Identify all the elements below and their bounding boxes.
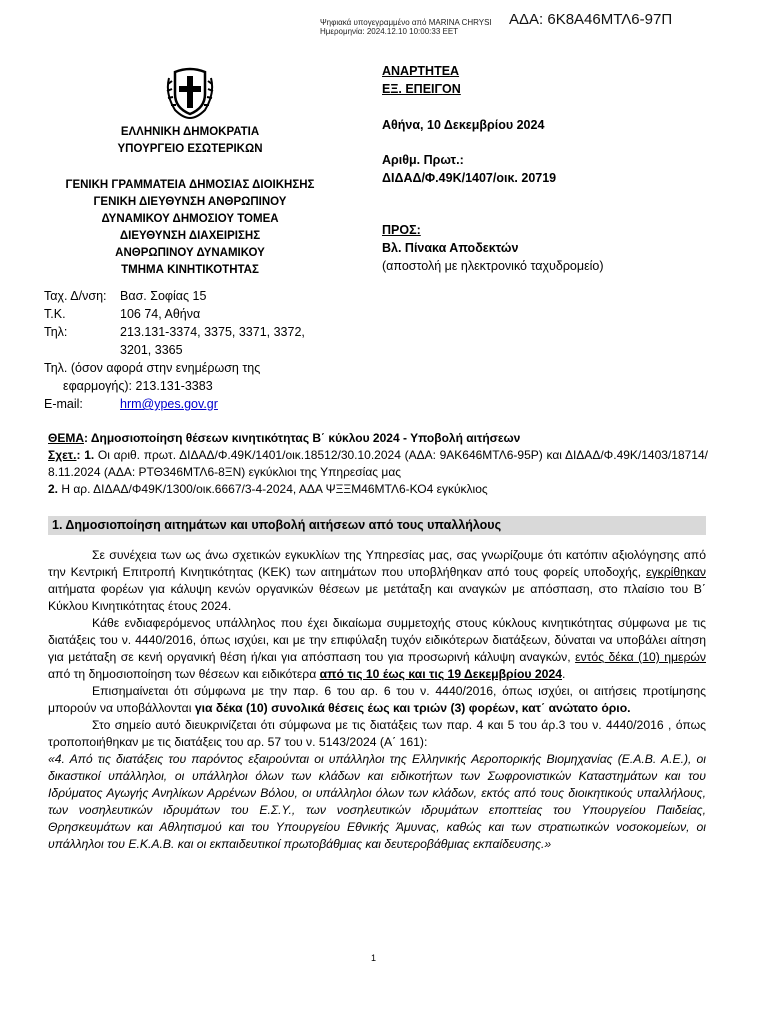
- republic-name: ΕΛΛΗΝΙΚΗ ΔΗΜΟΚΡΑΤΙΑ: [120, 126, 260, 138]
- address-value: Βασ. Σοφίας 15: [120, 289, 207, 303]
- legal-quote: «4. Από τις διατάξεις του παρόντος εξαιρούνται οι υπάλληλοι της Ελληνικής Αεροπορικής Βιομηχανίας (Ε.Α.Β. Α.Ε.), οι δικαστικοί υπάλληλοι, οι υπάλληλοι όλων των κλάδων και ειδικοτήτων των Σωφρονιστικών Καταστημάτων και του Ιδρύματος Αγωγής Ανηλίκων Αρρένων Βόλου, οι υπάλληλοι όλων των κλάδων, εκτός από τους διοικητικούς υπαλλήλους, των νοσηλευτικών ιδρυμάτων του Ε.Σ.Υ., των νοσηλευτικών ιδρυμάτων εποπτείας του Υπουργείου Παιδείας, Θρησκευμάτων και Αθλητισμού και του Υπουργείου Εθνικής Άμυνας, καθώς και των στρατιωτικών νοσοκομείων, οι υπάλληλοι του Ε.Κ.Α.Β. και οι εκπαιδευτικοί πρωτοβάθμιας και δευτεροβάθμιας εκπαίδευσης.»: [48, 752, 706, 851]
- email-label: E-mail:: [44, 397, 83, 411]
- reference-label: Σχετ.: [48, 448, 77, 462]
- reference-2-text: Η αρ. ΔΙΔΑΔ/Φ49Κ/1300/οικ.6667/3-4-2024, ΑΔΑ ΨΞΞΜ46ΜΤΛ6-ΚΟ4 εγκύκλιος: [58, 482, 488, 496]
- recipients-text: Βλ. Πίνακα Αποδεκτών: [382, 241, 519, 255]
- subject-block: [48, 430, 708, 498]
- department-line: ΔΥΝΑΜΙΚΟΥ ΔΗΜΟΣΙΟΥ ΤΟΜΕΑ: [101, 213, 279, 225]
- posting-flags: [382, 62, 461, 98]
- post-flag: ΑΝΑΡΤΗΤΕΑ: [382, 64, 460, 78]
- underlined-text: εγκρίθηκαν: [646, 565, 706, 579]
- body-text: [48, 547, 706, 853]
- subject-title: : Δημοσιοποίηση θέσεων κινητικότητας Β΄ κύκλου 2024 - Υποβολή αιτήσεων: [84, 431, 521, 445]
- text-span: Σε συνέχεια των ως άνω σχετικών εγκυκλίων της Υπηρεσίας μας, σας γνωρίζουμε ότι κατόπιν αξιολόγησης από την Κεντρική Επιτροπή Κινητικότητας (ΚΕΚ) των αιτημάτων που υποβλήθηκαν από τους φορείς υποδοχής,: [48, 548, 706, 579]
- phone-value: 213.131-3374, 3375, 3371, 3372,: [120, 325, 305, 339]
- subject-line: [48, 430, 708, 447]
- document-date: Αθήνα, 10 Δεκεμβρίου 2024: [382, 118, 545, 132]
- underlined-text: εντός δέκα (10) ημερών: [575, 650, 707, 664]
- urgent-flag: ΕΞ. ΕΠΕΙΓΟΝ: [382, 82, 461, 96]
- phone-update-value: εφαρμογής): 213.131-3383: [63, 379, 213, 393]
- protocol-block: [382, 151, 556, 187]
- department-line: ΓΕΝΙΚΗ ΔΙΕΥΘΥΝΣΗ ΑΝΘΡΩΠΙΝΟΥ: [93, 196, 287, 208]
- text-span: .: [562, 667, 566, 681]
- paragraph-approval: [48, 547, 706, 615]
- paragraph-eligibility: [48, 615, 706, 683]
- address-label: Ταχ. Δ/νση:: [44, 289, 107, 303]
- department-block: [40, 177, 340, 279]
- text-span: από τη δημοσιοποίηση των θέσεων και ειδικότερα: [48, 667, 320, 681]
- issuer-header: [40, 124, 340, 158]
- reference-2-number: 2.: [48, 482, 59, 496]
- department-line: ΔΙΕΥΘΥΝΣΗ ΔΙΑΧΕΙΡΙΣΗΣ: [119, 230, 261, 242]
- signature-line-signer: Ψηφιακά υπογεγραμμένο από MARINA CHRYSI: [320, 18, 492, 27]
- phone-value-cont: 3201, 3365: [120, 343, 183, 357]
- phone-label: Τηλ:: [44, 325, 68, 339]
- text-span: αιτήματα φορέων για κάλυψη κενών οργανικών θέσεων με μετάταξη και αναγκών με απόσπαση, στο πλαίσιο του Β΄ Κύκλου Κινητικότητας έτους 2024.: [48, 582, 706, 613]
- text-span: Επισημαίνεται ότι σύμφωνα με την παρ. 6 του αρ. 6 του ν. 4440/2016, όπως ισχύει, οι αιτήσεις προτίμησης μπορούν να υποβάλλονται: [48, 684, 706, 715]
- reference-1-text: Οι αριθ. πρωτ. ΔΙΔΑΔ/Φ.49Κ/1401/οικ.18512/30.10.2024 (ΑΔΑ: 9ΑΚ646ΜΤΛ6-95Ρ) και ΔΙΔΑΔ/Φ.49Κ/1403/18714/ 8.11.2024 (ΑΔΑ: ΡΤΘ346ΜΤΛ6-8ΞΝ) εγκύκλιοι της Υπηρεσίας μας: [48, 448, 708, 479]
- delivery-method: (αποστολή με ηλεκτρονικό ταχυδρομείο): [382, 259, 604, 273]
- bold-text: για δέκα (10) συνολικά θέσεις έως και τριών (3) φορέων, κατ΄ ανώτατο όριο.: [194, 701, 631, 715]
- reference-1: Σχετ.: 1. Οι αριθ. πρωτ. ΔΙΔΑΔ/Φ.49Κ/1401/οικ.18512/30.10.2024 (ΑΔΑ: 9ΑΚ646ΜΤΛ6-95Ρ) και ΔΙΔΑΔ/Φ.49Κ/1403/18714/ 8.11.2024 (ΑΔΑ: ΡΤΘ346ΜΤΛ6-8ΞΝ) εγκύκλιοι της Υπηρεσίας μας: [48, 448, 708, 479]
- section-heading: 1. Δημοσιοποίηση αιτημάτων και υποβολή αιτήσεων από τους υπαλλήλους: [48, 516, 706, 535]
- subject-label: ΘΕΜΑ: [48, 431, 84, 445]
- deadline-text: από τις 10 έως και τις 19 Δεκεμβρίου 2024: [319, 667, 563, 681]
- reference-2: [48, 481, 708, 498]
- ministry-name: ΥΠΟΥΡΓΕΙΟ ΕΣΩΤΕΡΙΚΩΝ: [117, 143, 263, 155]
- greek-coat-of-arms-icon: [165, 64, 215, 120]
- reference-1-number: 1.: [84, 448, 95, 462]
- protocol-number: ΔΙΔΑΔ/Φ.49Κ/1407/οικ. 20719: [382, 171, 557, 185]
- protocol-label: Αριθμ. Πρωτ.:: [382, 153, 464, 167]
- paragraph-clarification: Στο σημείο αυτό διευκρινίζεται ότι σύμφωνα με τις διατάξεις των παρ. 4 και 5 του άρ.3 του ν. 4440/2016 , όπως τροποποιήθηκαν με τις διατάξεις του αρ. 57 του ν. 5143/2024 (Α΄ 161):: [48, 718, 706, 749]
- contact-details: [44, 287, 305, 413]
- signature-line-date: Ημερομηνία: 2024.12.10 10:00:33 EET: [320, 27, 459, 36]
- text-span: Κάθε ενδιαφερόμενος υπάλληλος που έχει δικαίωμα συμμετοχής στους κύκλους κινητικότητας σύμφωνα με τις διατάξεις του ν. 4440/2016, όπως ισχύει, και με την επιφύλαξη τυχόν ειδικότερων διατάξεων, δύναται να υποβάλει αίτηση για μετάταξη σε κενή οργανική θέση ή/και για απόσπαση του για προσωρινή κάλυψη αναγκών,: [48, 616, 706, 664]
- phone-update-label: Τηλ. (όσον αφορά στην ενημέρωση της: [44, 361, 261, 375]
- ada-code: ΑΔΑ: 6Κ8Α46ΜΤΛ6-97Π: [509, 11, 673, 28]
- postal-value: 106 74, Αθήνα: [120, 307, 201, 321]
- department-line: ΓΕΝΙΚΗ ΓΡΑΜΜΑΤΕΙΑ ΔΗΜΟΣΙΑΣ ΔΙΟΙΚΗΣΗΣ: [65, 179, 315, 191]
- digital-signature-note: [320, 18, 492, 36]
- page-number: 1: [371, 953, 377, 963]
- email-link[interactable]: hrm@ypes.gov.gr: [120, 397, 218, 411]
- department-line: ΤΜΗΜΑ ΚΙΝΗΤΙΚΟΤΗΤΑΣ: [121, 264, 259, 276]
- to-label: ΠΡΟΣ:: [382, 223, 421, 237]
- recipients-block: [382, 221, 604, 275]
- paragraph-limits: [48, 683, 706, 717]
- postal-label: Τ.Κ.: [44, 307, 66, 321]
- department-line: ΑΝΘΡΩΠΙΝΟΥ ΔΥΝΑΜΙΚΟΥ: [115, 247, 265, 259]
